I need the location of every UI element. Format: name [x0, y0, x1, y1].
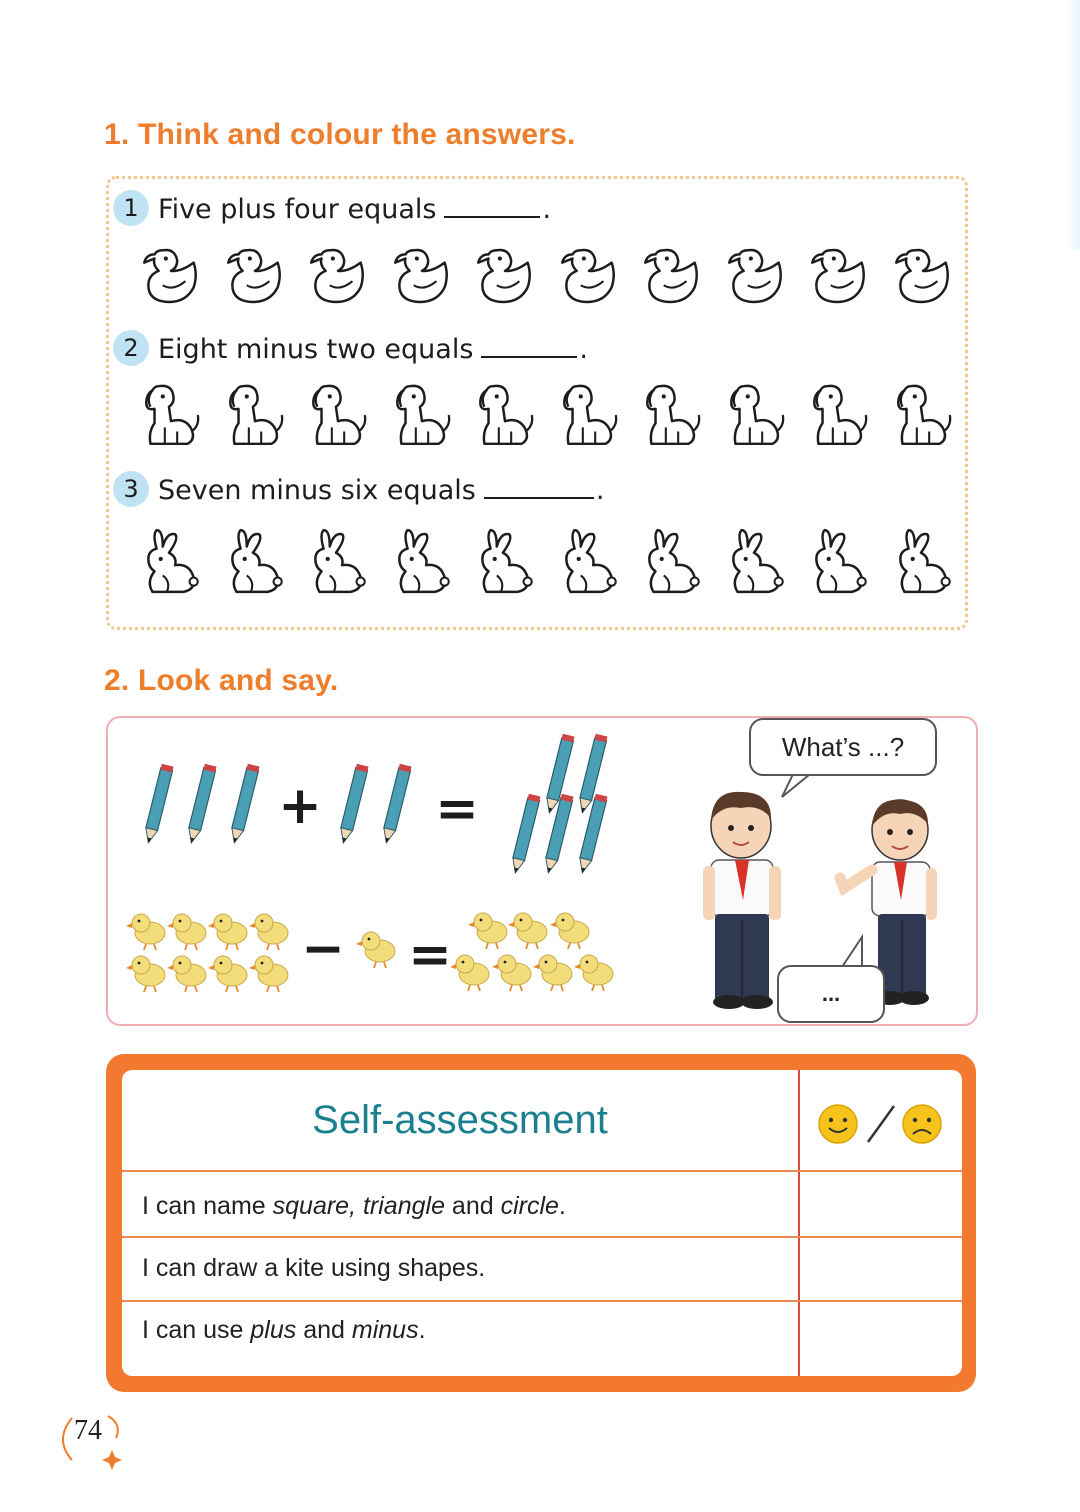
assessment-row-kite: I can draw a kite using shapes. — [142, 1254, 486, 1282]
question-number: 1 — [113, 190, 149, 226]
chick-icon — [492, 955, 531, 991]
chick-icon — [550, 913, 589, 949]
question-number: 3 — [113, 471, 149, 507]
section-1-title: 1. Think and colour the answers. — [104, 118, 576, 151]
pencil-icon — [338, 764, 369, 845]
boy-left-figure — [703, 792, 781, 1009]
faces-separator — [868, 1106, 894, 1142]
question-text: Five plus four equals — [158, 193, 437, 225]
chick-icon — [468, 913, 507, 949]
chick-icon — [508, 913, 547, 949]
chick-icon — [249, 914, 288, 950]
row-divider — [122, 1236, 962, 1238]
pencil-icon — [381, 764, 412, 845]
chick-icon — [356, 932, 395, 968]
chick-icon — [574, 955, 613, 991]
speech-bubble-question: What’s ...? — [749, 718, 937, 776]
plus-sign: + — [278, 776, 322, 836]
chick-icon — [167, 914, 206, 950]
smiley-sad-faces — [816, 1102, 946, 1146]
question-text: Eight minus two equals — [158, 333, 474, 365]
chick-equation — [126, 913, 613, 992]
assessment-row-shapes: I can name square, triangle and circle. — [142, 1192, 566, 1220]
chick-icon — [126, 956, 165, 992]
column-divider — [798, 1070, 800, 1376]
chick-icon — [208, 914, 247, 950]
question-text: Seven minus six equals — [158, 474, 476, 506]
section-2-title: 2. Look and say. — [104, 664, 339, 697]
pencil-equation — [143, 734, 608, 875]
minus-sign: − — [301, 919, 345, 979]
pencil-icon — [510, 794, 541, 875]
chick-icon — [167, 956, 206, 992]
smiley-face-icon — [819, 1105, 857, 1143]
sad-face-icon — [903, 1105, 941, 1143]
star-icon — [102, 1450, 122, 1470]
equals-sign: = — [408, 925, 452, 985]
chick-icon — [533, 955, 572, 991]
equals-sign: = — [435, 779, 479, 839]
self-assessment-title: Self-assessment — [312, 1098, 608, 1142]
page-number: 74 — [74, 1415, 102, 1446]
pencil-icon — [143, 764, 174, 845]
row-divider — [122, 1300, 962, 1302]
speech-bubble-answer: ... — [777, 965, 885, 1023]
question-number: 2 — [113, 330, 149, 366]
chick-icon — [208, 956, 247, 992]
bubble-tail-2 — [842, 937, 862, 967]
question-2: 2 Eight minus two equals . — [113, 328, 588, 368]
question-3: 3 Seven minus six equals . — [113, 469, 604, 509]
pencil-icon — [543, 794, 574, 875]
assessment-row-plus-minus: I can use plus and minus. — [142, 1316, 426, 1344]
row-divider — [122, 1170, 962, 1172]
chick-icon — [249, 956, 288, 992]
question-1: 1 Five plus four equals . — [113, 188, 551, 228]
pencil-icon — [229, 764, 260, 845]
chick-icon — [450, 955, 489, 991]
pencil-icon — [186, 764, 217, 845]
self-assessment-table — [122, 1070, 962, 1376]
chick-icon — [126, 914, 165, 950]
